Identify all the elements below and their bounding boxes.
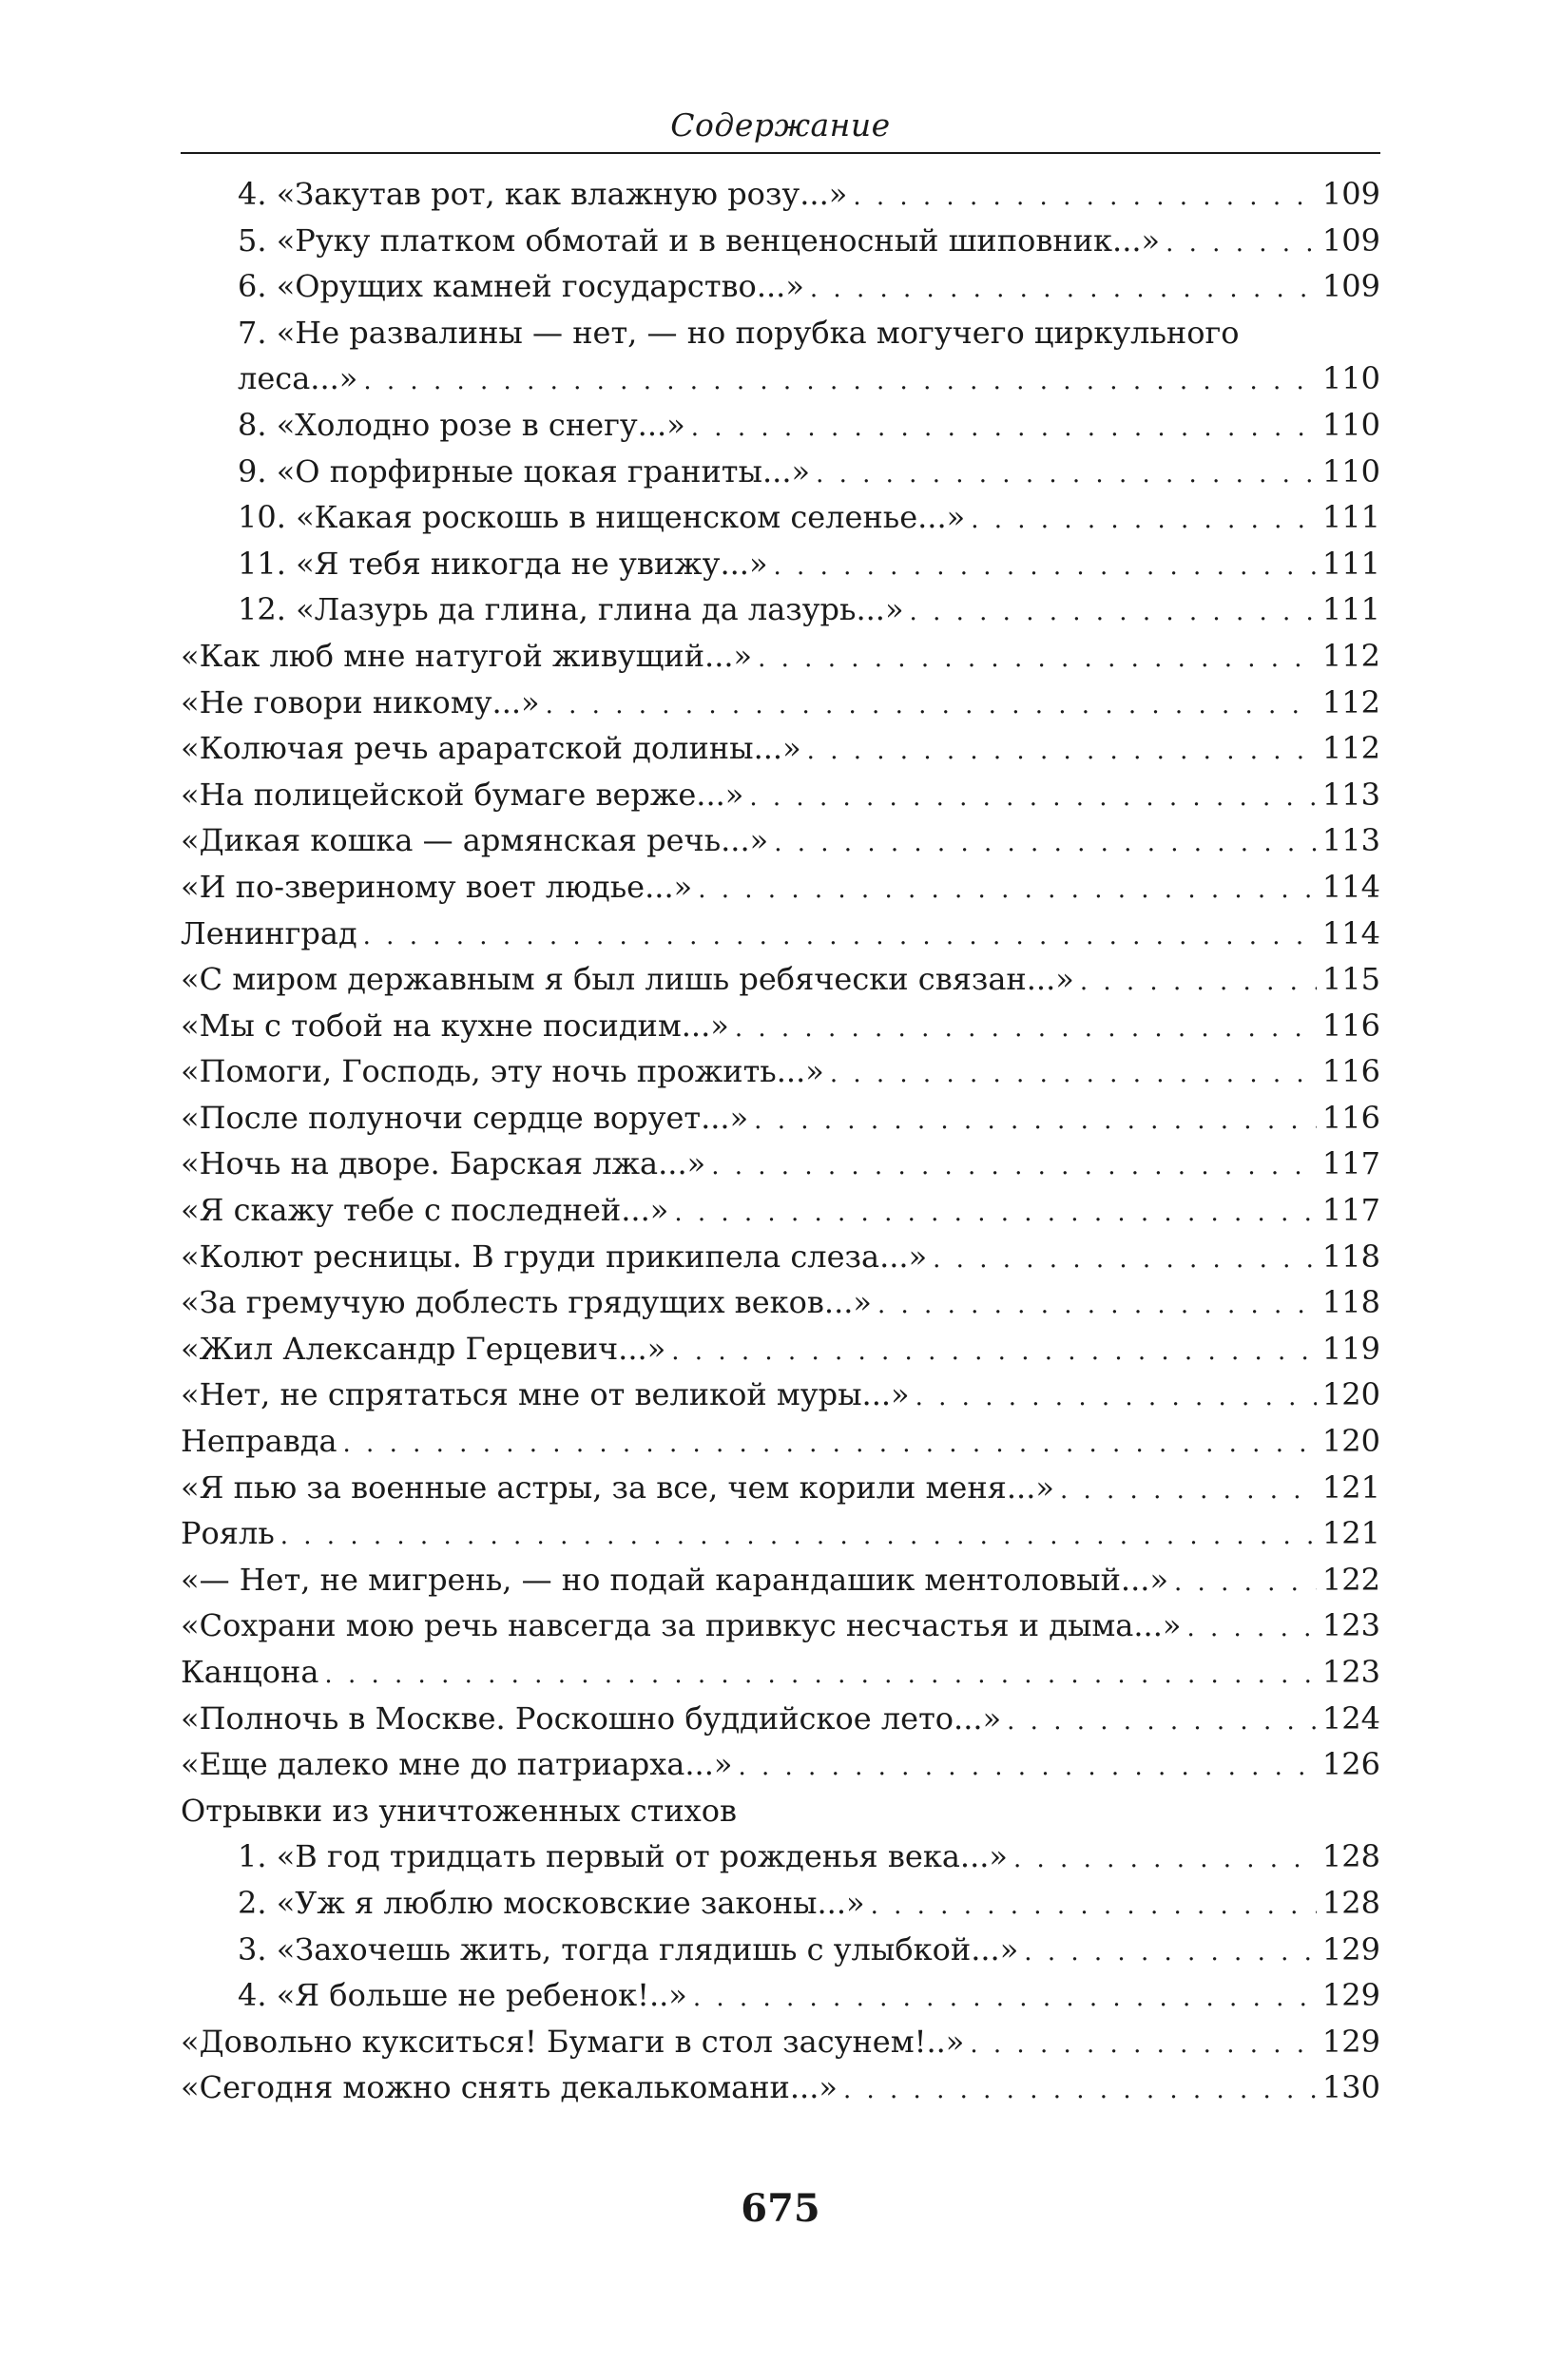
dot-leader <box>843 2067 1317 2114</box>
toc-entry <box>181 310 1380 356</box>
dot-leader <box>711 1143 1317 1190</box>
toc-entry-title: 5. «Руку платком обмотай и в венценосный шиповник...» <box>238 221 1161 259</box>
toc-entry <box>181 494 1380 541</box>
toc-entry-title: Рояль <box>181 1515 275 1552</box>
toc-entry <box>181 1095 1380 1142</box>
toc-entry <box>181 1003 1380 1049</box>
toc-entry-page: 114 <box>1321 868 1380 905</box>
toc-entry <box>181 1603 1380 1649</box>
toc-entry <box>181 1880 1380 1927</box>
dot-leader <box>915 1374 1317 1421</box>
toc-entry-title: 3. «Захочешь жить, тогда глядишь с улыбкой...» <box>238 1930 1019 1967</box>
toc-entry <box>181 680 1380 726</box>
dot-leader <box>280 1513 1317 1560</box>
toc-entry-title: 12. «Лазурь да глина, глина да лазурь...» <box>238 591 904 628</box>
toc-entry <box>181 1788 1380 1834</box>
toc-entry-page: 113 <box>1321 822 1380 859</box>
toc-entry <box>181 1279 1380 1326</box>
toc-entry <box>181 1326 1380 1372</box>
dot-leader <box>1007 1699 1317 1745</box>
toc-entry-page: 121 <box>1321 1468 1380 1506</box>
toc-entry-page: 113 <box>1321 776 1380 813</box>
toc-entry <box>181 1048 1380 1095</box>
toc-entry <box>181 864 1380 911</box>
toc-entry-title: «Я пью за военные астры, за все, чем корили меня...» <box>181 1468 1054 1506</box>
toc-entry-title: «После полуночи сердце ворует...» <box>181 1099 749 1136</box>
toc-entry-title: «Помоги, Господь, эту ночь прожить...» <box>181 1053 824 1090</box>
toc-entry-title: «Еще далеко мне до патриарха...» <box>181 1746 733 1783</box>
toc-entry-title: «Колючая речь араратской долины...» <box>181 730 801 767</box>
dot-leader <box>324 1652 1317 1699</box>
toc-entry <box>181 1418 1380 1465</box>
dot-leader <box>674 1190 1317 1237</box>
toc-entry <box>181 1465 1380 1511</box>
dot-leader <box>363 913 1317 960</box>
toc-entry-page: 118 <box>1321 1284 1380 1321</box>
toc-entry-title: «Жил Александр Герцевич...» <box>181 1330 666 1367</box>
toc-entry <box>181 402 1380 449</box>
toc-entry <box>181 1972 1380 2019</box>
toc-entry-title: 4. «Закутав рот, как влажную розу...» <box>238 176 848 212</box>
toc-entry <box>181 586 1380 633</box>
toc-entry-title: 11. «Я тебя никогда не увижу...» <box>238 545 768 582</box>
toc-entry-page: 120 <box>1321 1423 1380 1460</box>
dot-leader <box>774 544 1317 590</box>
dot-leader <box>735 1006 1317 1052</box>
toc-entry-title: 2. «Уж я люблю московские законы...» <box>238 1884 865 1921</box>
toc-entry-title: Ленинград <box>181 914 357 951</box>
toc-entry <box>181 218 1380 264</box>
toc-entry-title: «Как люб мне натугой живущий...» <box>181 637 753 674</box>
toc-entry <box>181 1187 1380 1234</box>
toc-entry-page: 109 <box>1321 268 1380 305</box>
dot-leader <box>754 1098 1317 1144</box>
toc-entry-page: 111 <box>1321 545 1380 582</box>
toc-entry-page: 124 <box>1321 1699 1380 1737</box>
dot-leader <box>877 1282 1317 1329</box>
dot-leader <box>1013 1836 1317 1883</box>
toc-entry-page: 109 <box>1321 221 1380 259</box>
toc-entry-title: «Сохрани мою речь навсегда за привкус несчастья и дыма...» <box>181 1607 1182 1644</box>
toc-entry-page: 109 <box>1321 176 1380 212</box>
toc-entry-page: 119 <box>1321 1330 1380 1367</box>
toc-entry-title: 6. «Орущих камней государство...» <box>238 268 804 305</box>
dot-leader <box>853 174 1317 221</box>
toc-entry-page: 116 <box>1321 1099 1380 1136</box>
toc-entry-page: 128 <box>1321 1884 1380 1921</box>
toc-entry-page: 123 <box>1321 1654 1380 1690</box>
toc-entry-title: «И по-звериному воет людье...» <box>181 868 693 905</box>
toc-entry-title: «Я скажу тебе с последней...» <box>181 1192 669 1229</box>
dot-leader <box>816 451 1317 498</box>
dot-leader <box>774 820 1317 867</box>
dot-leader <box>830 1051 1317 1098</box>
page-number: 675 <box>741 2186 820 2231</box>
toc-entry-title: Отрывки из уничтоженных стихов <box>181 1792 737 1829</box>
toc-entry-page: 118 <box>1321 1238 1380 1275</box>
dot-leader <box>363 358 1317 405</box>
toc-entry-title: 8. «Холодно розе в снегу...» <box>238 406 685 443</box>
dot-leader <box>738 1744 1316 1791</box>
toc-entry-page: 129 <box>1321 1977 1380 2014</box>
dot-leader <box>1186 1605 1316 1652</box>
toc-entry <box>181 2064 1380 2111</box>
toc-entry <box>181 1372 1380 1418</box>
dot-leader <box>971 497 1317 544</box>
toc-entry-title: «С миром державным я был лишь ребячески связан...» <box>181 961 1074 998</box>
dot-leader <box>1024 1929 1317 1976</box>
toc-entry-page: 126 <box>1321 1746 1380 1783</box>
page-content <box>181 106 1380 2111</box>
toc-entry-page: 110 <box>1321 360 1380 397</box>
toc-entry <box>181 2019 1380 2065</box>
dot-leader <box>1080 959 1317 1006</box>
toc-entry-page: 112 <box>1321 683 1380 720</box>
toc-entry <box>181 1833 1380 1880</box>
toc-entry <box>181 449 1380 495</box>
table-of-contents <box>181 171 1380 2111</box>
toc-entry-title: «Колют ресницы. В груди прикипела слеза...» <box>181 1238 928 1275</box>
toc-entry-title: Канцона <box>181 1654 319 1690</box>
toc-entry-page: 115 <box>1321 961 1380 998</box>
toc-entry-page: 129 <box>1321 2023 1380 2060</box>
toc-entry <box>181 1696 1380 1742</box>
toc-entry-title: «За гремучую доблесть грядущих веков...» <box>181 1284 872 1321</box>
toc-entry <box>181 355 1380 402</box>
dot-leader <box>698 867 1317 913</box>
toc-entry-page: 116 <box>1321 1007 1380 1044</box>
dot-leader <box>671 1329 1317 1375</box>
dot-leader <box>807 728 1317 775</box>
dot-leader <box>933 1237 1317 1283</box>
toc-entry-title: «Не говори никому...» <box>181 683 540 720</box>
dot-leader <box>1060 1468 1317 1514</box>
toc-entry-page: 110 <box>1321 406 1380 443</box>
toc-entry-title: «Нет, не спрятаться мне от великой муры...» <box>181 1376 910 1413</box>
toc-entry-title: 10. «Какая роскошь в нищенском селенье...» <box>238 499 966 536</box>
dot-leader <box>1174 1560 1317 1606</box>
toc-entry <box>181 171 1380 218</box>
dot-leader <box>693 1975 1317 2022</box>
toc-entry-page: 130 <box>1321 2069 1380 2106</box>
toc-entry <box>181 817 1380 864</box>
dot-leader <box>691 405 1317 451</box>
toc-entry-page: 121 <box>1321 1515 1380 1552</box>
toc-entry <box>181 263 1380 310</box>
toc-entry-title: «Дикая кошка — армянская речь...» <box>181 822 769 859</box>
toc-entry-title: «— Нет, не мигрень, — но подай карандашик ментоловый...» <box>181 1561 1169 1598</box>
toc-entry <box>181 911 1380 957</box>
toc-entry-page: 111 <box>1321 591 1380 628</box>
toc-entry <box>181 956 1380 1003</box>
dot-leader <box>1166 221 1317 267</box>
toc-entry <box>181 772 1380 818</box>
toc-entry-title: «Мы с тобой на кухне посидим...» <box>181 1007 729 1044</box>
toc-entry-title: «Ночь на дворе. Барская лжа...» <box>181 1145 706 1182</box>
toc-entry <box>181 725 1380 772</box>
header-rule <box>181 152 1380 154</box>
dot-leader <box>758 636 1317 682</box>
toc-entry-title: 7. «Не развалины — нет, — но порубка могучего циркульного <box>238 314 1240 351</box>
dot-leader <box>546 682 1317 729</box>
toc-entry-page: 117 <box>1321 1145 1380 1182</box>
toc-entry-page: 117 <box>1321 1192 1380 1229</box>
toc-entry-title: Неправда <box>181 1423 337 1460</box>
toc-entry <box>181 1649 1380 1696</box>
toc-entry-page: 129 <box>1321 1930 1380 1967</box>
toc-entry-title: 9. «О порфирные цокая граниты...» <box>238 452 811 489</box>
dot-leader <box>810 266 1317 313</box>
toc-entry-title: «Довольно кукситься! Бумаги в стол засунем!..» <box>181 2023 965 2060</box>
toc-entry <box>181 1141 1380 1187</box>
toc-entry-page: 122 <box>1321 1561 1380 1598</box>
toc-entry-page: 110 <box>1321 452 1380 489</box>
toc-entry-page: 120 <box>1321 1376 1380 1413</box>
dot-leader <box>871 1883 1317 1929</box>
toc-entry-page: 112 <box>1321 730 1380 767</box>
toc-entry-page: 112 <box>1321 637 1380 674</box>
toc-entry-page: 111 <box>1321 499 1380 536</box>
toc-entry-title: 4. «Я больше не ребенок!..» <box>238 1977 687 2014</box>
toc-entry-title: леса...» <box>238 360 358 397</box>
running-head: Содержание <box>670 106 891 144</box>
toc-entry-title: «Сегодня можно снять декалькомани...» <box>181 2069 838 2106</box>
toc-entry-title: «На полицейской бумаге верже...» <box>181 776 744 813</box>
toc-entry-title: «Полночь в Москве. Роскошно буддийское лето...» <box>181 1699 1002 1737</box>
toc-entry <box>181 541 1380 587</box>
toc-entry <box>181 1510 1380 1557</box>
toc-entry-title: 1. «В год тридцать первый от рожденья века...» <box>238 1838 1008 1875</box>
toc-entry-page: 116 <box>1321 1053 1380 1090</box>
toc-entry-page: 128 <box>1321 1838 1380 1875</box>
dot-leader <box>910 589 1317 636</box>
toc-entry <box>181 633 1380 680</box>
dot-leader <box>970 2022 1317 2068</box>
toc-entry <box>181 1234 1380 1280</box>
dot-leader <box>749 775 1317 821</box>
dot-leader <box>343 1421 1317 1468</box>
toc-entry <box>181 1927 1380 1973</box>
toc-entry-page: 114 <box>1321 914 1380 951</box>
toc-entry <box>181 1557 1380 1603</box>
toc-entry-page: 123 <box>1321 1607 1380 1644</box>
toc-entry <box>181 1741 1380 1788</box>
